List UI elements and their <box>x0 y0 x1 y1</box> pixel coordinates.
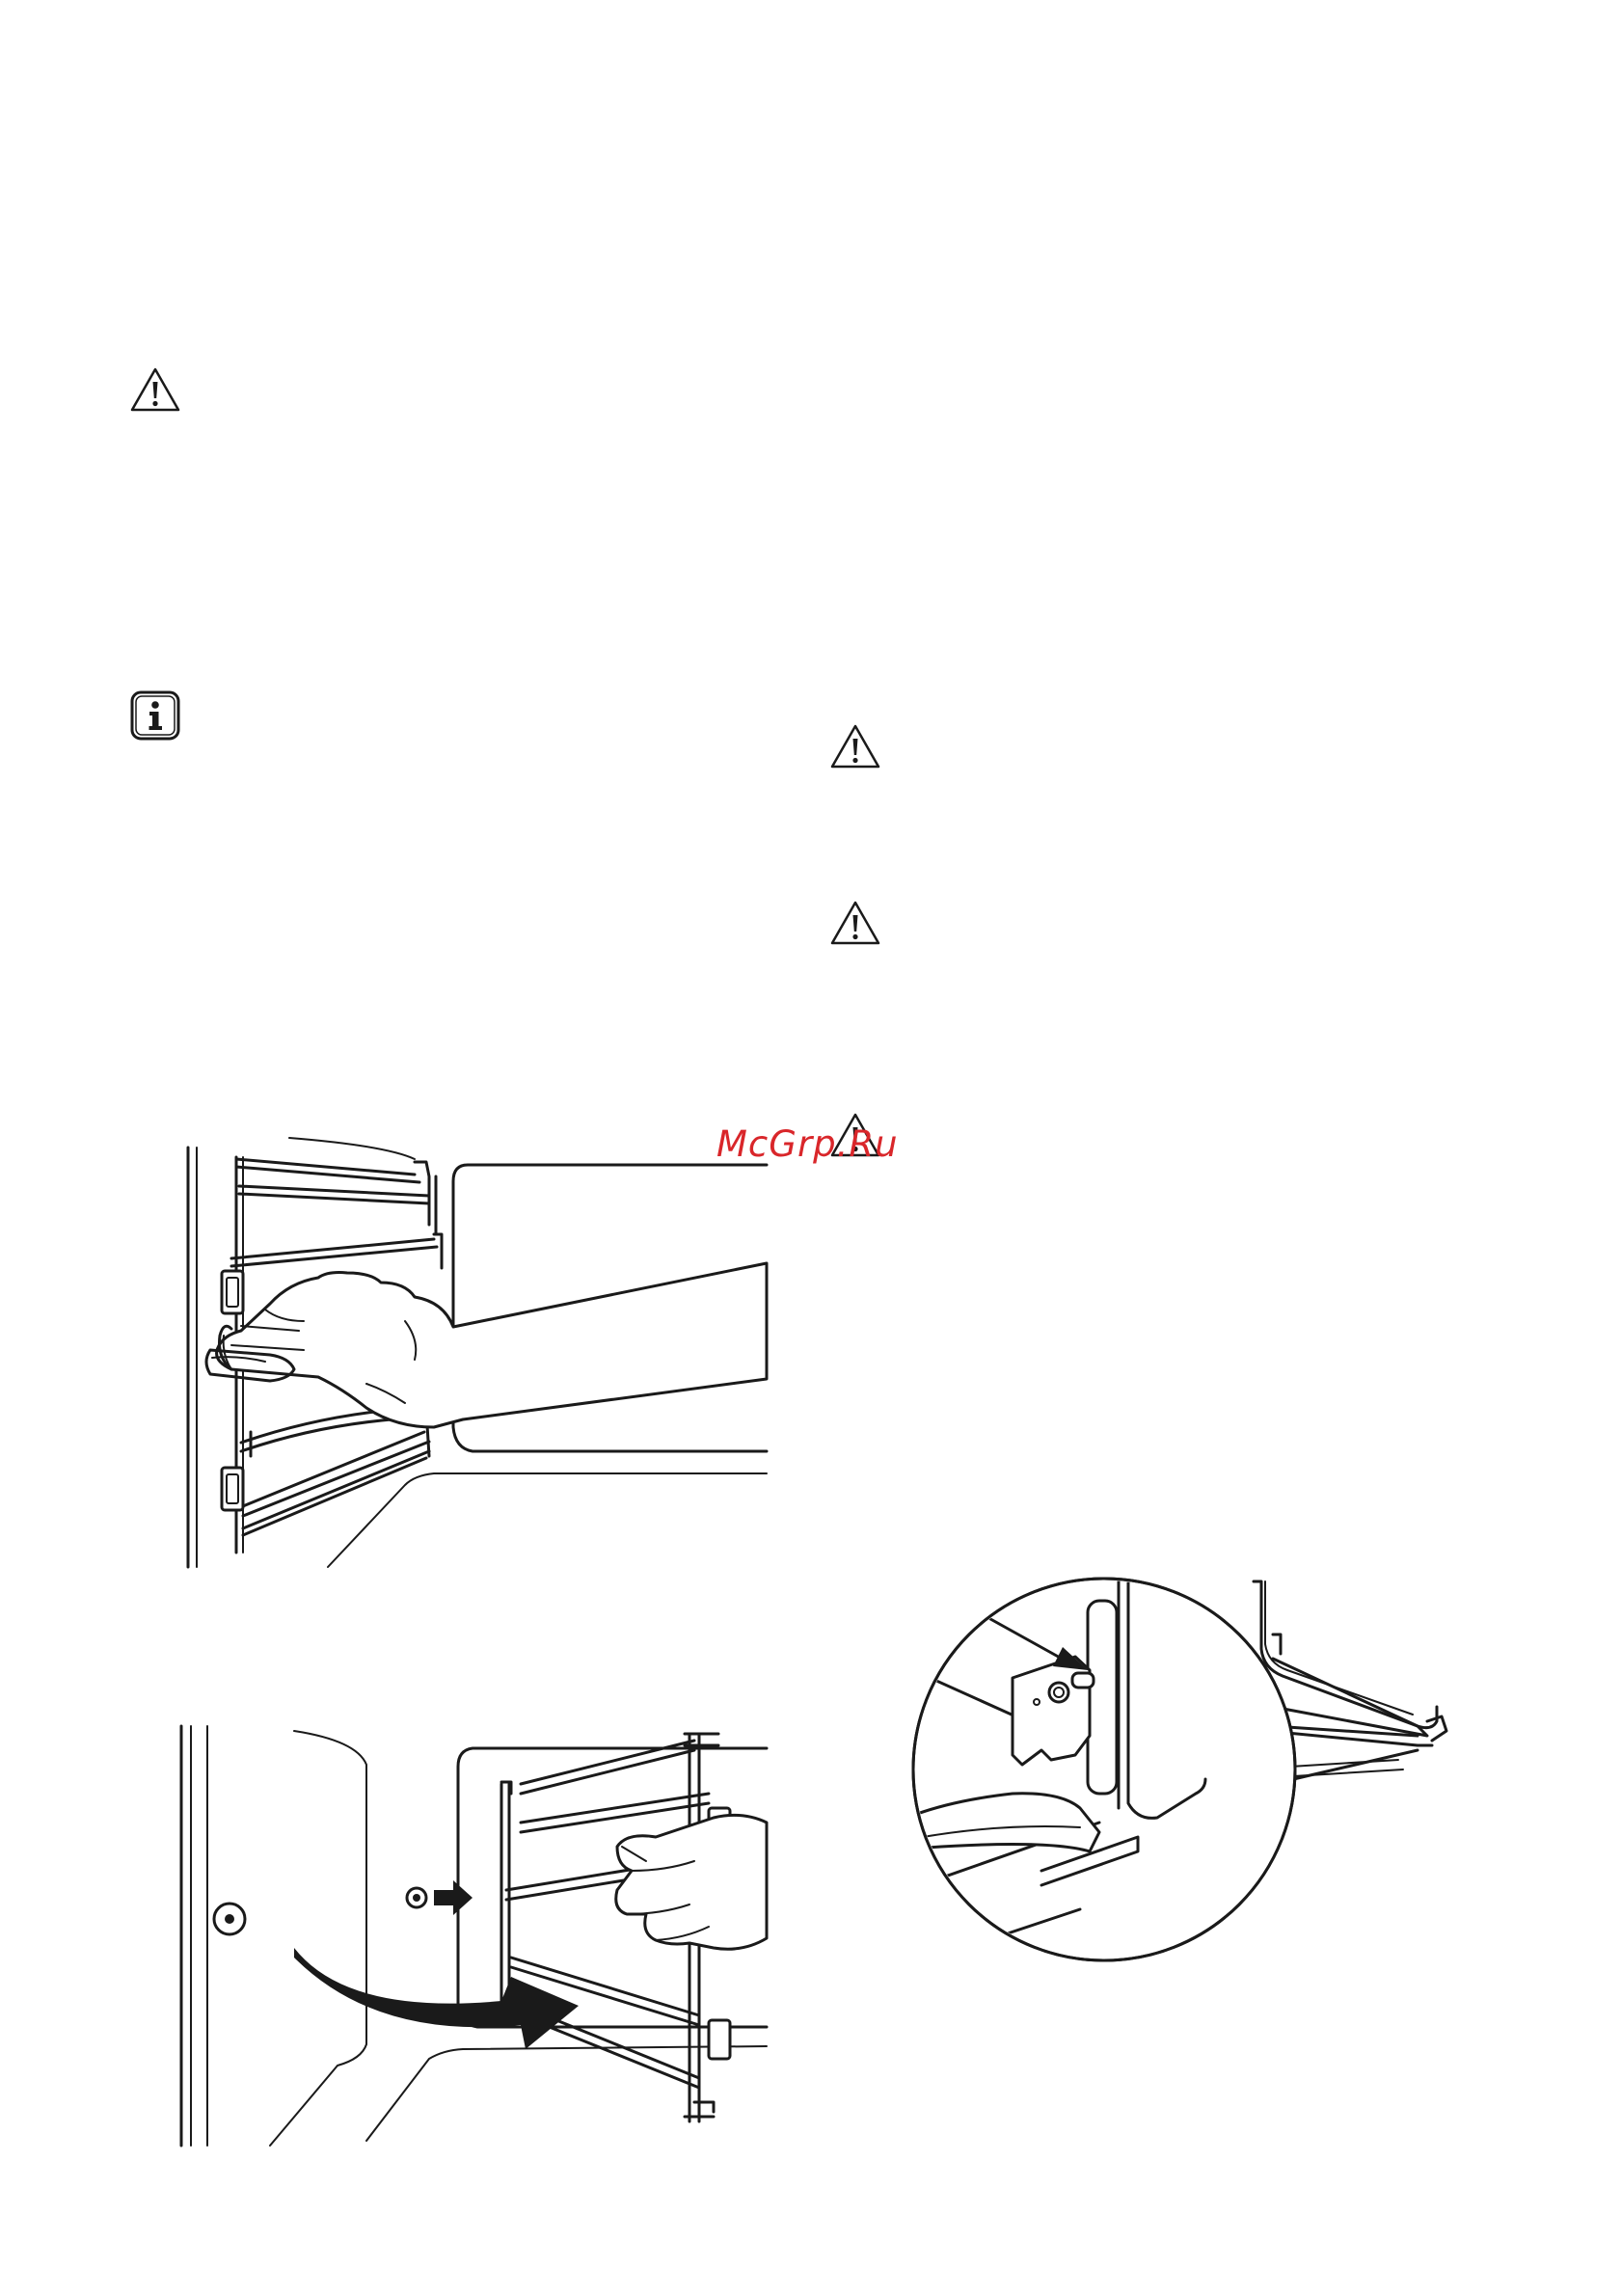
warning-icon <box>830 723 880 770</box>
warning-icon <box>130 366 180 413</box>
illustration-door-hinge <box>849 1562 1485 1967</box>
watermark: McGrp.Ru <box>716 1123 899 1165</box>
illustration-remove-shelf-support <box>174 1138 771 1572</box>
info-icon <box>130 690 180 741</box>
warning-icon <box>830 900 880 946</box>
illustration-install-shelf-support <box>174 1726 771 2150</box>
